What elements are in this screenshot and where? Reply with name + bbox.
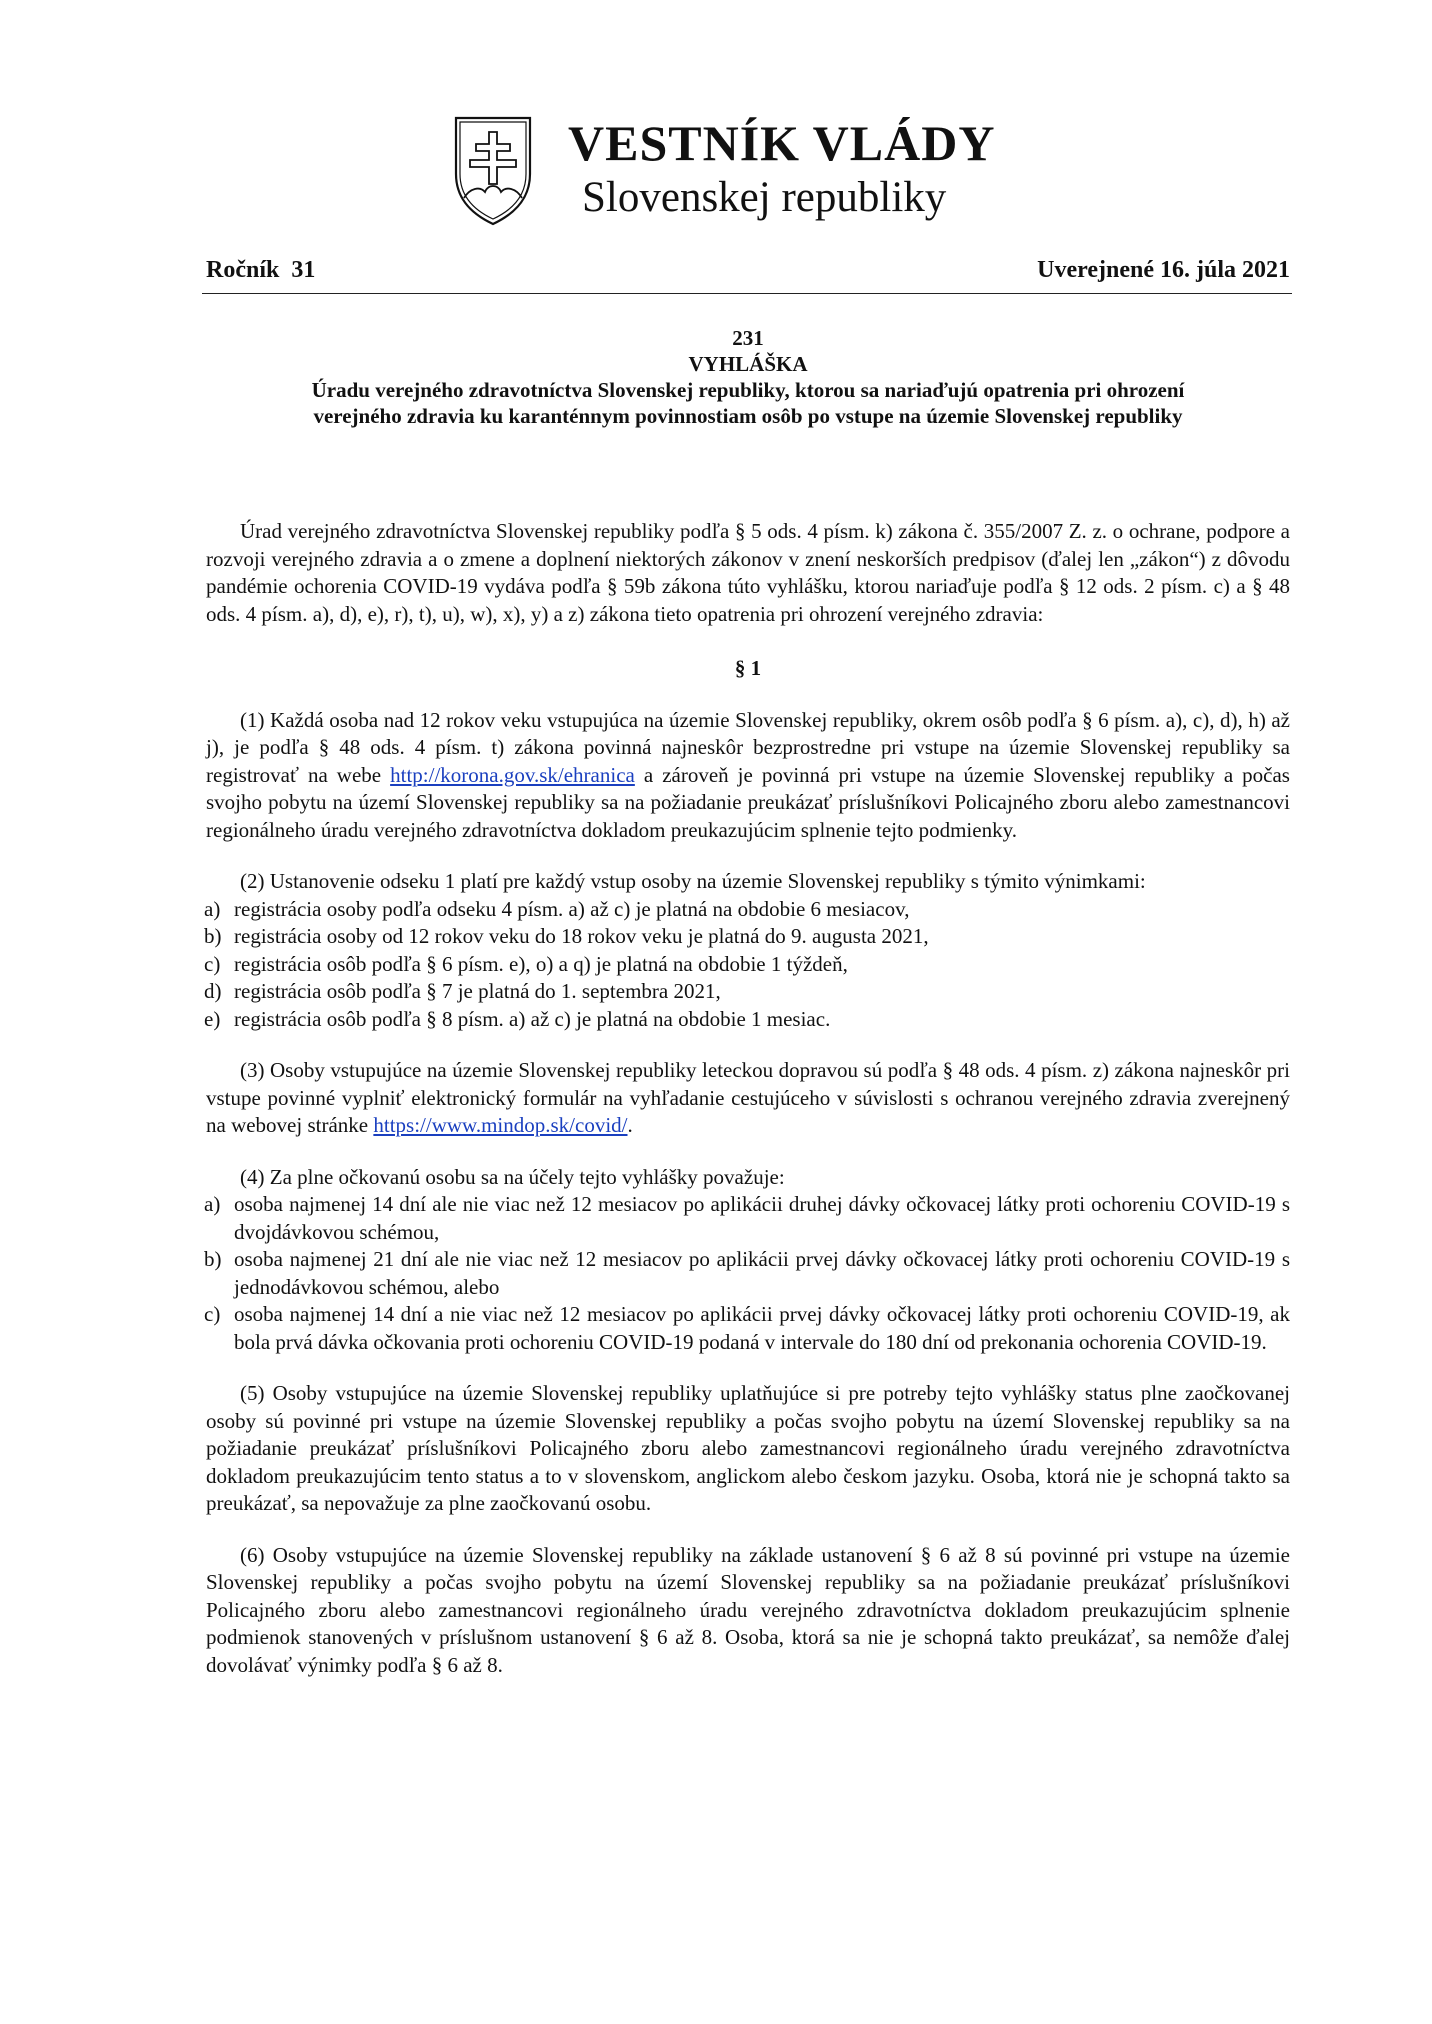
decree-title-line-1: Úradu verejného zdravotníctva Slovenskej republiky, ktorou sa nariaďujú opatrenia pri ohrození: [311, 378, 1185, 402]
masthead: [452, 110, 1012, 230]
paragraph-4-intro: (4) Za plne očkovanú osobu sa na účely tejto vyhlášky považuje:: [240, 1164, 785, 1189]
list-item: e) registrácia osôb podľa § 8 písm. a) až c) je platná na obdobie 1 mesiac.: [204, 1006, 831, 1031]
list-item: c) registrácia osôb podľa § 6 písm. e), o) a q) je platná na obdobie 1 týždeň,: [204, 951, 848, 976]
journal-title: VESTNÍK VLÁDY: [568, 115, 996, 171]
list-item: d) registrácia osôb podľa § 7 je platná do 1. septembra 2021,: [204, 979, 721, 1003]
decree-heading: [206, 325, 1290, 429]
list-item: a) registrácia osoby podľa odseku 4 písm. a) až c) je platná na obdobie 6 mesiacov,: [204, 896, 910, 921]
mindop-covid-link[interactable]: https://www.mindop.sk/covid/: [373, 1113, 628, 1137]
slovak-coat-of-arms-icon: [452, 114, 534, 226]
header-divider: [202, 293, 1292, 294]
list-item: a) osoba najmenej 14 dní ale nie viac než 12 mesiacov po aplikácii druhej dávky očkovacej látky proti ochoreniu COVID-19 s dvojdávkovou schémou,: [204, 1192, 1290, 1244]
decree-title-line-2: verejného zdravia ku karanténnym povinnostiam osôb po vstupe na územie Slovenskej republiky: [313, 404, 1183, 428]
decree-number: 231: [732, 326, 764, 350]
paragraph-3: [206, 1057, 1290, 1140]
list-item: c) osoba najmenej 14 dní a nie viac než 12 mesiacov po aplikácii prvej dávky očkovacej látky proti ochoreniu COVID-19, ak bola prvá dávka očkovania proti ochoreniu COVID-19 podaná v intervale do 180 dní od prekonania ochorenia COVID-19.: [204, 1302, 1290, 1354]
paragraph-1: [206, 707, 1290, 845]
paragraph-3-text: (3) Osoby vstupujúce na územie Slovenskej republiky leteckou dopravou sú podľa § 48 ods. 4 písm. z) zákona najneskôr pri vstupe povinné vyplniť elektronický formulár na vyhľadanie cestujúceho v súvislosti s ochranou verejného zdravia zverejnený na webovej stránke: [206, 1058, 1290, 1137]
vaccinated-definition-list: [206, 1191, 1290, 1356]
publication-date: Uverejnené 16. júla 2021: [1037, 257, 1290, 283]
paragraph-3-text-cont: .: [627, 1113, 633, 1137]
document-body: [206, 518, 1290, 1679]
volume-label: Ročník 31: [206, 257, 316, 283]
paragraph-1-text-cont: a zároveň je povinná pri vstupe na územie Slovenskej republiky a počas svojho pobytu na území Slovenskej republiky sa na požiadanie preukázať príslušníkovi Policajného zboru alebo zamestnancovi regionálneho úradu verejného zdravotníctva dokladom preukazujúcim splnenie tejto podmienky.: [206, 762, 1290, 842]
journal-subtitle: Slovenskej republiky: [582, 174, 947, 221]
paragraph-5: (5) Osoby vstupujúce na územie Slovenskej republiky uplatňujúce si pre potreby tejto vyhlášky status plne zaočkovanej osoby sú povinné pri vstupe na územie Slovenskej republiky a počas svojho pobytu na území Slovenskej republiky sa na požiadanie preukázať príslušníkovi Policajného zboru alebo zamestnancovi regionálneho úradu verejného zdravotníctva dokladom preukazujúcim tento status a to v slovenskom, anglickom alebo českom jazyku. Osoba, ktorá nie je schopná takto sa preukázať, sa nepovažuje za plne zaočkovanú osobu.: [206, 1381, 1290, 1515]
paragraph-6: (6) Osoby vstupujúce na územie Slovenskej republiky na základe ustanovení § 6 až 8 sú povinné pri vstupe na územie Slovenskej republiky a počas svojho pobytu na území Slovenskej republiky sa na požiadanie preukázať príslušníkovi Policajného zboru alebo zamestnancovi regionálneho úradu verejného zdravotníctva dokladom preukazujúcim splnenie podmienok stanovených v príslušnom ustanovení § 6 až 8. Osoba, ktorá sa nie je schopná takto preukázať, sa nemôže ďalej dovolávať výnimky podľa § 6 až 8.: [206, 1542, 1290, 1677]
paragraph-1-text: (1) Každá osoba nad 12 rokov veku vstupujúca na územie Slovenskej republiky, okrem osôb podľa § 6 písm. a), c), d), h) až j), je podľa § 48 ods. 4 písm. t) zákona povinná najneskôr bezprostredne pri vstupe na územie Slovenskej republiky sa registrovať na webe: [206, 707, 1290, 787]
ehranica-link[interactable]: http://korona.gov.sk/ehranica: [390, 762, 635, 787]
list-item: b) registrácia osoby od 12 rokov veku do 18 rokov veku je platná do 9. augusta 2021,: [204, 924, 929, 948]
exceptions-list: [206, 896, 1290, 1034]
intro-paragraph: Úrad verejného zdravotníctva Slovenskej republiky podľa § 5 ods. 4 písm. k) zákona č. 355/2007 Z. z. o ochrane, podpore a rozvoji verejného zdravia a o zmene a doplnení niektorých zákonov v znení neskorších predpisov (ďalej len „zákon“) z dôvodu pandémie ochorenia COVID-19 vydáva podľa § 59b zákona túto vyhlášku, ktorou nariaďuje podľa § 12 ods. 2 písm. c) a § 48 ods. 4 písm. a), d), e), r), t), u), w), x), y) a z) zákona tieto opatrenia pri ohrození verejného zdravia:: [206, 519, 1290, 626]
section-heading: § 1: [734, 656, 762, 680]
decree-type: VYHLÁŠKA: [688, 352, 808, 376]
paragraph-2-intro: (2) Ustanovenie odseku 1 platí pre každý vstup osoby na územie Slovenskej republiky s týmito výnimkami:: [240, 869, 1146, 893]
list-item: b) osoba najmenej 21 dní ale nie viac než 12 mesiacov po aplikácii prvej dávky očkovacej látky proti ochoreniu COVID-19 s jednodávkovou schémou, alebo: [204, 1247, 1290, 1299]
